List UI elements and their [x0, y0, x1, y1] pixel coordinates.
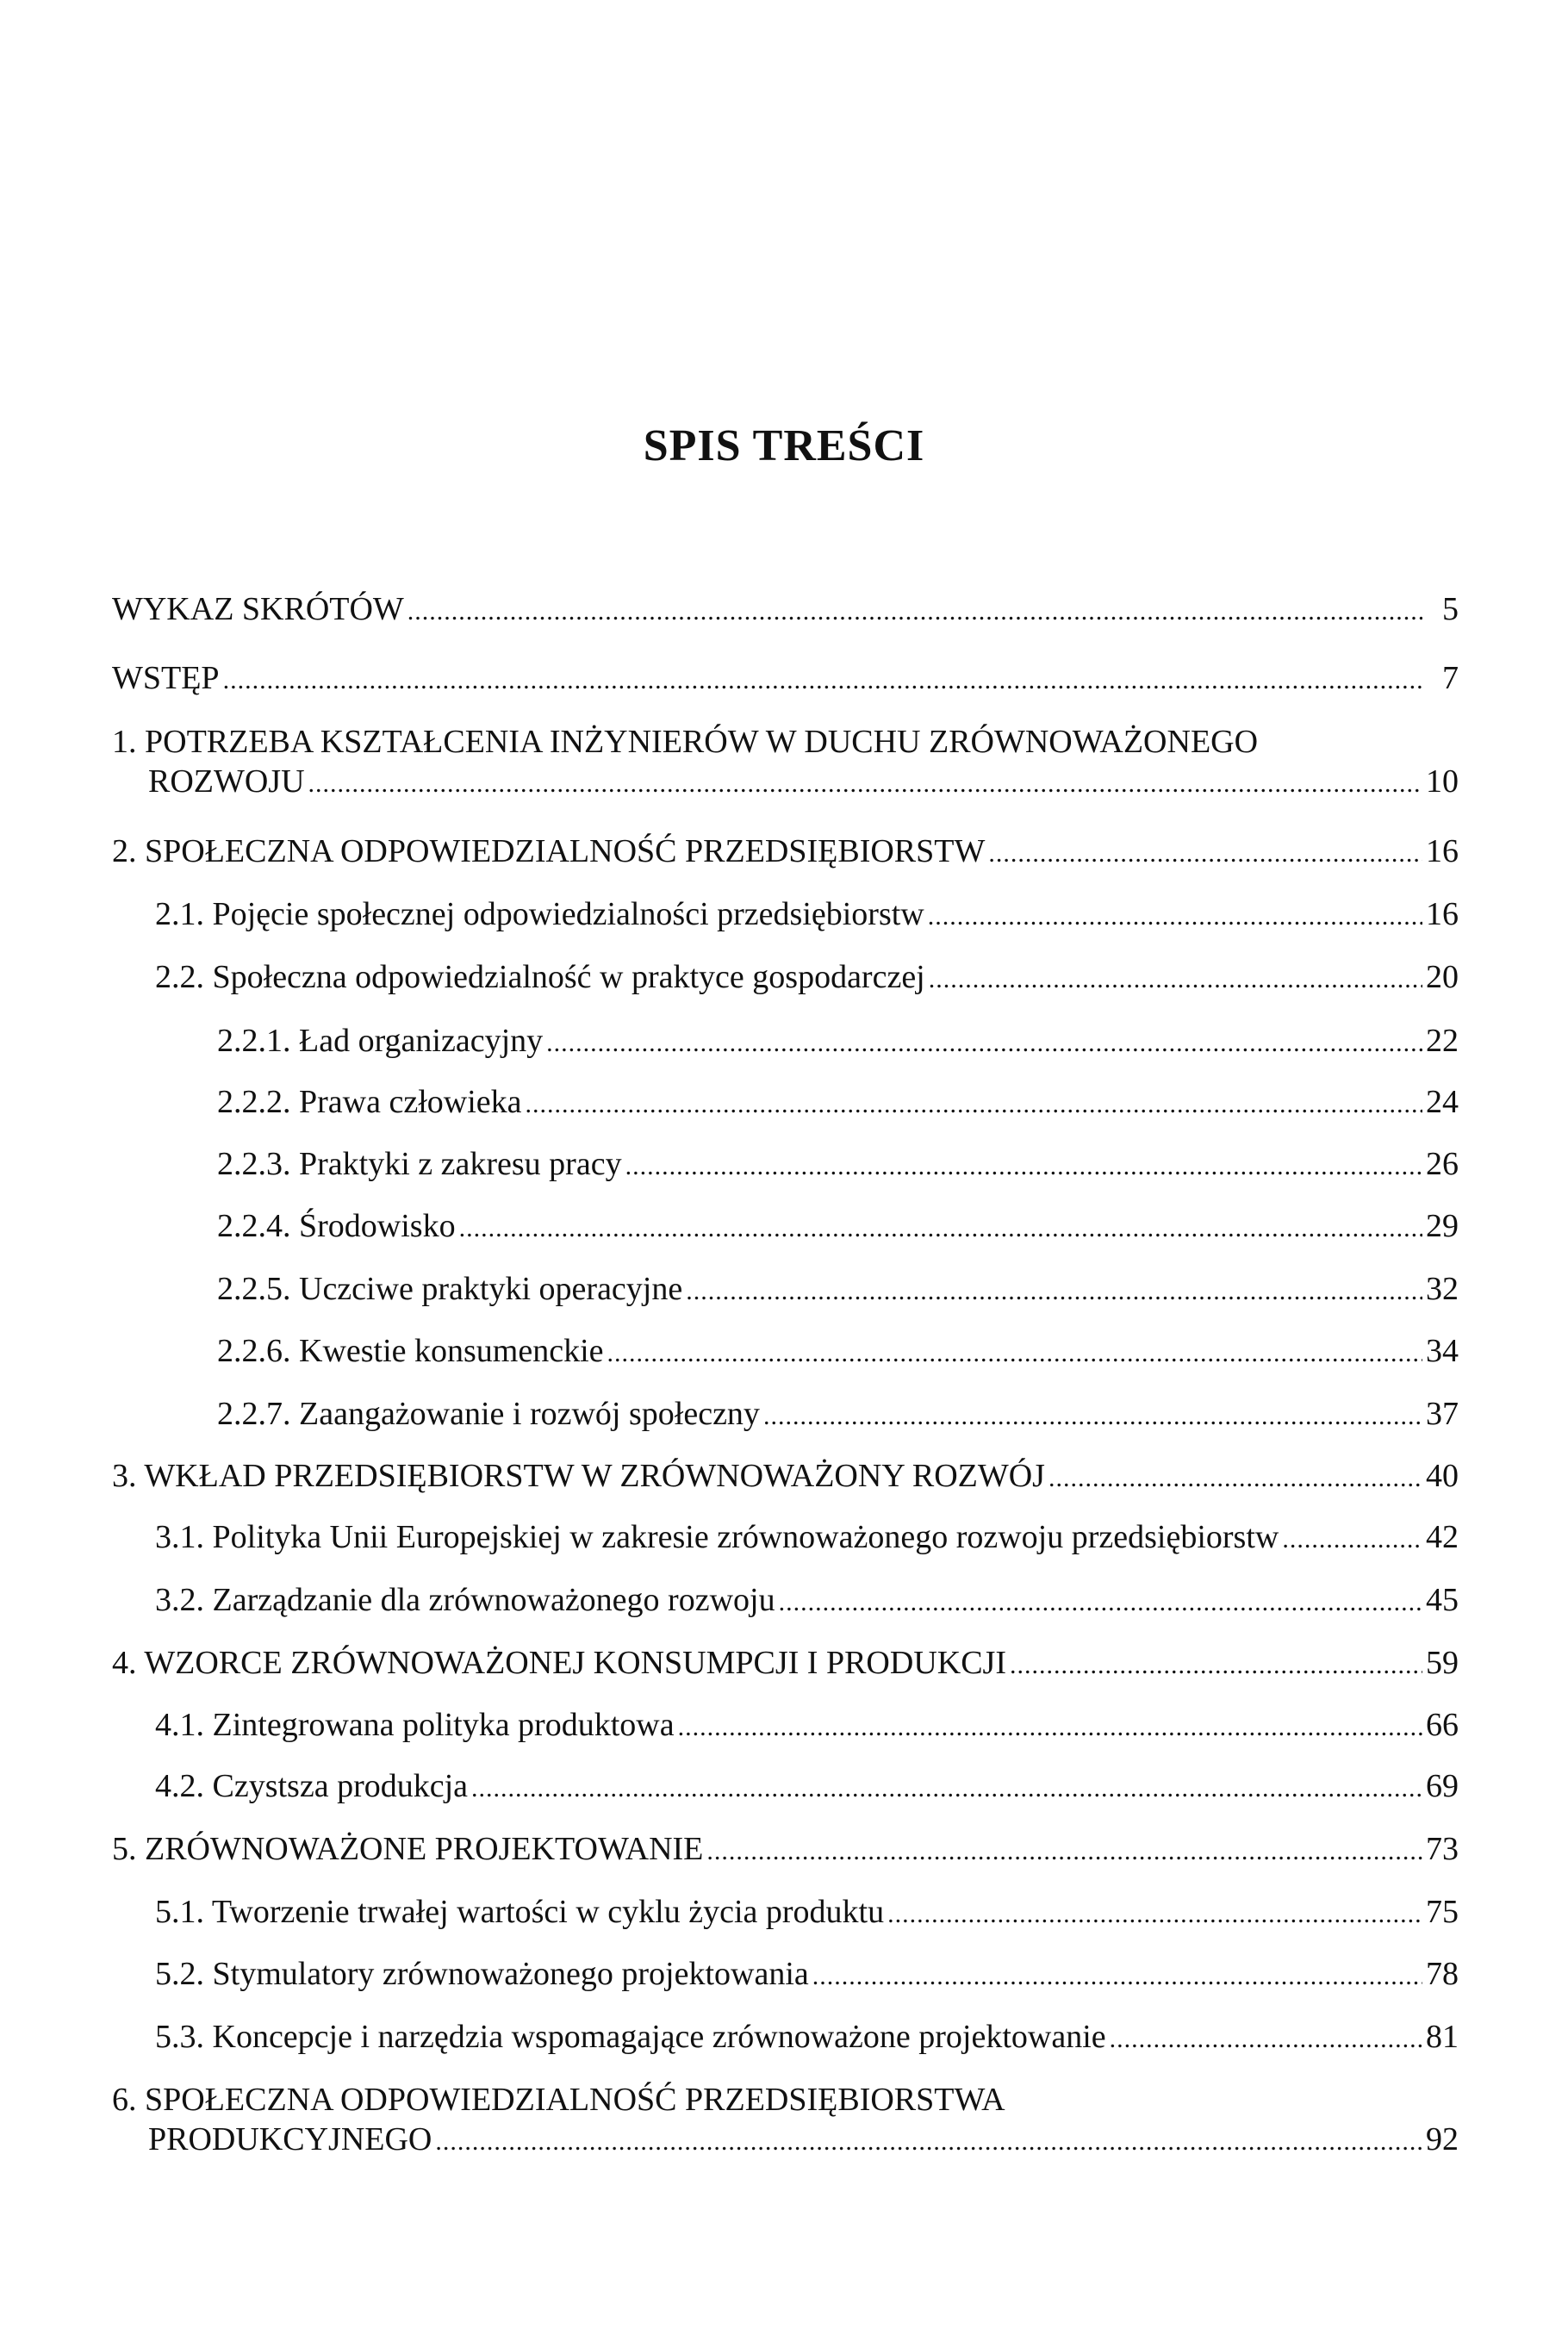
- toc-entry-chapter-4[interactable]: [112, 1643, 1459, 1685]
- toc-page-number: 22: [1426, 1023, 1459, 1059]
- toc-entry-chapter-5[interactable]: [112, 1829, 1459, 1871]
- toc-leader-dots: [546, 1024, 1422, 1063]
- toc-entry-label: 4.1. Zintegrowana polityka produktowa: [155, 1707, 675, 1743]
- toc-entry-label: 5.2. Stymulatory zrównoważonego projektowania: [155, 1956, 809, 1992]
- toc-entry-section-5-1[interactable]: [155, 1892, 1459, 1934]
- toc-entry-label: 2.2.5. Uczciwe praktyki operacyjne: [217, 1271, 683, 1307]
- toc-page-number: 81: [1426, 2019, 1459, 2055]
- toc-leader-dots: [526, 1085, 1423, 1124]
- toc-entry-label: 2.1. Pojęcie społecznej odpowiedzialności przedsiębiorstw: [155, 896, 924, 932]
- toc-entry-label: 3. WKŁAD PRZEDSIĘBIORSTW W ZRÓWNOWAŻONY ROZWÓJ: [112, 1458, 1045, 1494]
- toc-leader-dots: [625, 1147, 1422, 1186]
- toc-entry-label: 3.1. Polityka Unii Europejskiej w zakresie zrównoważonego rozwoju przedsiębiorstw: [155, 1519, 1279, 1555]
- toc-leader-dots: [435, 2122, 1422, 2162]
- toc-leader-dots: [1110, 2020, 1422, 2059]
- toc-entry-section-3-1[interactable]: [155, 1517, 1459, 1560]
- toc-entry-section-2-2-3[interactable]: [217, 1144, 1459, 1186]
- toc-leader-dots: [686, 1272, 1422, 1311]
- toc-entry-label: 4. WZORCE ZRÓWNOWAŻONEJ KONSUMPCJI I PRODUKCJI: [112, 1645, 1006, 1681]
- toc-entry-label: 2.2.7. Zaangażowanie i rozwój społeczny: [217, 1396, 760, 1432]
- toc-entry-label-continued: PRODUKCYJNEGO: [148, 2121, 432, 2157]
- toc-entry-label: 2. SPOŁECZNA ODPOWIEDZIALNOŚĆ PRZEDSIĘBIORSTW: [112, 833, 986, 869]
- toc-entry-chapter-1[interactable]: [112, 722, 1459, 804]
- toc-leader-dots: [678, 1708, 1422, 1747]
- toc-entry-label: WSTĘP: [112, 660, 220, 696]
- toc-leader-dots: [929, 960, 1422, 999]
- toc-entry-section-2-1[interactable]: [155, 894, 1459, 937]
- toc-entry-label: 5.3. Koncepcje i narzędzia wspomagające zrównoważone projektowanie: [155, 2019, 1106, 2055]
- toc-page-number: 75: [1426, 1894, 1459, 1930]
- toc-entry-label: 2.2.3. Praktyki z zakresu pracy: [217, 1146, 622, 1182]
- toc-leader-dots: [408, 592, 1422, 632]
- toc-entry-label: 2.2.2. Prawa człowieka: [217, 1084, 522, 1120]
- toc-entry-section-2-2-6[interactable]: [217, 1331, 1459, 1373]
- toc-entry-chapter-2[interactable]: [112, 831, 1459, 874]
- toc-page-number: 37: [1426, 1396, 1459, 1432]
- toc-page-number: 78: [1426, 1956, 1459, 1992]
- toc-page-number: 24: [1426, 1084, 1459, 1120]
- toc-page-number: 10: [1426, 763, 1459, 800]
- toc-entry-label: WYKAZ SKRÓTÓW: [112, 591, 404, 627]
- toc-leader-dots: [763, 1397, 1422, 1436]
- toc-page-number: 40: [1426, 1458, 1459, 1494]
- toc-page-number: 59: [1426, 1645, 1459, 1681]
- toc-leader-dots: [1282, 1520, 1422, 1560]
- toc-page-number: 45: [1426, 1582, 1459, 1618]
- toc-leader-dots: [223, 661, 1422, 700]
- toc-entry-label: 6. SPOŁECZNA ODPOWIEDZIALNOŚĆ PRZEDSIĘBIORSTWA: [112, 2082, 1005, 2118]
- toc-leader-dots: [988, 834, 1422, 874]
- toc-leader-dots: [471, 1769, 1422, 1809]
- toc-page-number: 92: [1426, 2121, 1459, 2157]
- toc-entry-section-5-3[interactable]: [155, 2017, 1459, 2059]
- toc-entry-section-2-2-5[interactable]: [217, 1269, 1459, 1311]
- toc-entry-wstep[interactable]: [112, 658, 1459, 700]
- toc-page-number: 5: [1442, 591, 1459, 627]
- toc-entry-label: 1. POTRZEBA KSZTAŁCENIA INŻYNIERÓW W DUCHU ZRÓWNOWAŻONEGO: [112, 724, 1259, 760]
- toc-entry-section-4-2[interactable]: [155, 1766, 1459, 1809]
- toc-entry-label: 2.2. Społeczna odpowiedzialność w praktyce gospodarczej: [155, 959, 925, 995]
- toc-page-number: 29: [1426, 1208, 1459, 1244]
- toc-entry-section-5-2[interactable]: [155, 1954, 1459, 1996]
- toc-entry-label: 2.2.6. Kwestie konsumenckie: [217, 1333, 604, 1369]
- toc-entry-section-2-2-4[interactable]: [217, 1206, 1459, 1248]
- toc-page-number: 73: [1426, 1831, 1459, 1867]
- toc-page-number: 20: [1426, 959, 1459, 995]
- toc-leader-dots: [779, 1583, 1422, 1622]
- toc-entry-label: 2.2.1. Ład organizacyjny: [217, 1023, 544, 1059]
- toc-leader-dots: [1010, 1646, 1422, 1685]
- toc-page-number: 7: [1442, 660, 1459, 696]
- toc-leader-dots: [706, 1832, 1422, 1871]
- toc-entry-section-2-2[interactable]: [155, 957, 1459, 999]
- toc-page-number: 69: [1426, 1768, 1459, 1804]
- toc-entry-label: 2.2.4. Środowisko: [217, 1208, 456, 1244]
- toc-page-number: 42: [1426, 1519, 1459, 1555]
- toc-entry-chapter-6[interactable]: [112, 2080, 1459, 2162]
- toc-leader-dots: [607, 1334, 1422, 1373]
- toc-entry-label: 4.2. Czystsza produkcja: [155, 1768, 469, 1804]
- toc-leader-dots: [887, 1895, 1422, 1934]
- toc-page-number: 16: [1426, 833, 1459, 869]
- toc-entry-label: 5.1. Tworzenie trwałej wartości w cyklu życia produktu: [155, 1894, 885, 1930]
- toc-entry-label: 3.2. Zarządzanie dla zrównoważonego rozwoju: [155, 1582, 775, 1618]
- toc-page-number: 26: [1426, 1146, 1459, 1182]
- toc-entry-section-2-2-7[interactable]: [217, 1394, 1459, 1436]
- toc-page-number: 16: [1426, 896, 1459, 932]
- toc-page-number: 34: [1426, 1333, 1459, 1369]
- toc-entry-section-3-2[interactable]: [155, 1580, 1459, 1622]
- toc-leader-dots: [308, 764, 1422, 804]
- toc-entry-wykaz-skrotow[interactable]: [112, 589, 1459, 632]
- toc-entry-section-2-2-2[interactable]: [217, 1082, 1459, 1124]
- toc-entry-chapter-3[interactable]: [112, 1456, 1459, 1498]
- toc-entry-section-4-1[interactable]: [155, 1705, 1459, 1747]
- toc-entry-section-2-2-1[interactable]: [217, 1021, 1459, 1063]
- toc-page-number: 32: [1426, 1271, 1459, 1307]
- toc-leader-dots: [1048, 1459, 1422, 1498]
- toc-leader-dots: [812, 1957, 1422, 1996]
- toc-leader-dots: [459, 1209, 1422, 1248]
- toc-entry-label-continued: ROZWOJU: [148, 763, 305, 800]
- page-title: SPIS TREŚCI: [643, 421, 925, 470]
- toc-leader-dots: [928, 897, 1422, 937]
- toc-page-number: 66: [1426, 1707, 1459, 1743]
- toc-entry-label: 5. ZRÓWNOWAŻONE PROJEKTOWANIE: [112, 1831, 704, 1867]
